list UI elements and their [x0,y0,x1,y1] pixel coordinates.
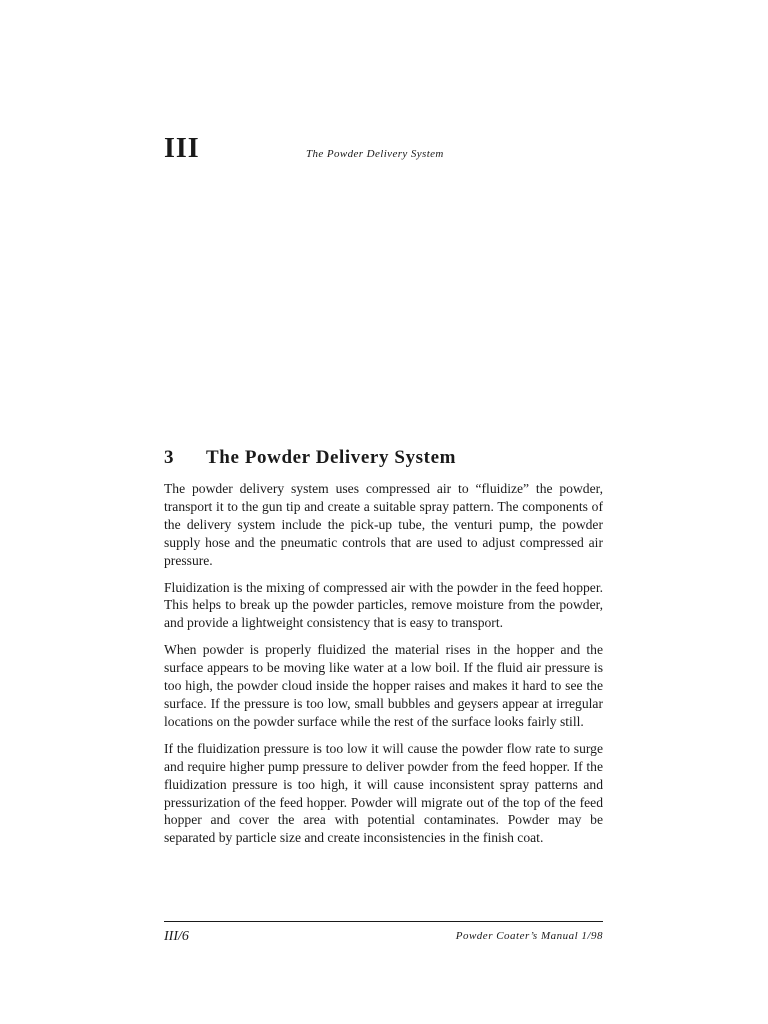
part-numeral: III [164,133,200,164]
running-head [164,134,604,164]
section-heading [164,445,604,471]
section-number: 3 [164,447,175,468]
section-title: The Powder Delivery System [206,447,457,468]
paragraph: If the fluidization pressure is too low it will cause the powder flow rate to surge and require higher pump pressure to deliver powder from the feed hopper. If the fluidization pressure is too high, it will cause inconsistent spray patterns and pressurization of the feed hopper. Powder will migrate out of the top of the feed hopper and cover the area with potential contaminates. Powder may be separated by particle size and create inconsistencies in the finish coat. [164,740,603,846]
paragraph: The powder delivery system uses compressed air to “fluidize” the powder, transport it to the gun tip and create a suitable spray pattern. The components of the delivery system include the pick-up tube, the venturi pump, the powder supply hose and the pneumatic controls that are used to adjust compressed air pressure. [164,481,603,568]
body-text [164,480,603,856]
paragraph: Fluidization is the mixing of compressed air with the powder in the feed hopper. This helps to break up the powder particles, remove moisture from the powder, and provide a lightweight consistency that is easy to transport. [164,579,603,631]
footer-rule [164,921,603,922]
running-title: The Powder Delivery System [306,148,444,160]
paragraph: When powder is properly fluidized the material rises in the hopper and the surface appears to be moving like water at a low boil. If the fluid air pressure is too high, the powder cloud inside the hopper raises and makes it hard to see the surface. If the pressure is too low, small bubbles and geysers appear at irregular locations on the powder surface while the rest of the surface looks fairly still. [164,642,603,729]
footer-title: Powder Coater’s Manual 1/98 [455,930,603,942]
page-folio: III/6 [164,929,189,944]
